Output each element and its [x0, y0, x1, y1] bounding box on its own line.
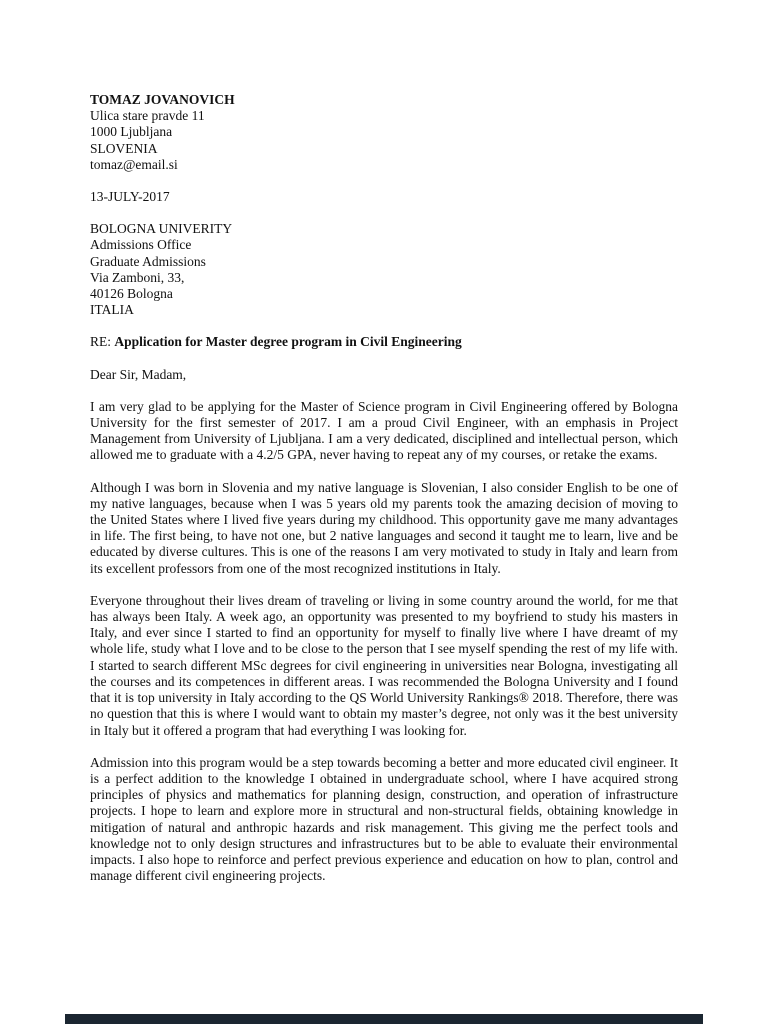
sender-address-line-2: 1000 Ljubljana [90, 124, 173, 140]
paragraph-2: Although I was born in Slovenia and my native language is Slovenian, I also consider English to be one of my native languages, because when I was 5 years old my parents took the amazing decision of moving to the United States where I lived five years during my childhood. This opportunity gave me many advantages in life. The first being, to have not one, but 2 native languages and second it taught me to learn, live and be educated by diverse cultures. This is one of the reasons I am very motivated to study in Italy and learn from its excellent professors from one of the most recognized institutions in Italy. [90, 479, 678, 576]
next-page-edge [65, 1014, 703, 1024]
sender-block [90, 92, 678, 173]
sender-address-line-1: Ulica stare pravde 11 [90, 108, 205, 124]
subject-text: Application for Master degree program in Civil Engineering [114, 334, 462, 350]
subject-line [90, 334, 678, 350]
sender-address-line-3: SLOVENIA [90, 140, 158, 156]
salutation: Dear Sir, Madam, [90, 366, 187, 382]
paragraph-1: I am very glad to be applying for the Master of Science program in Civil Engineering offered by Bologna University for the first semester of 2017. I am a proud Civil Engineer, with an emphasis in Project Management from University of Ljubljana. I am a very dedicated, disciplined and intellectual person, which allowed me to graduate with a 4.2/5 GPA, never having to repeat any of my courses, or retake the exams. [90, 398, 678, 463]
paragraph-3: Everyone throughout their lives dream of traveling or living in some country around the world, for me that has always been Italy. A week ago, an opportunity was presented to my boyfriend to study his masters in Italy, and ever since I started to find an opportunity for myself to finally live where I have dreamt of my whole life, study what I love and to be close to the person that I see myself spending the rest of my life with. I started to search different MSc degrees for civil engineering in universities near Bologna, investigating all the courses and its competences in different areas. I was recommended the Bologna University and I found that it is top university in Italy according to the QS World University Rankings® 2018. Therefore, there was no question that this is where I would want to obtain my master’s degree, not only was it the best university in Italy but it offered a program that had everything I was looking for. [90, 592, 678, 738]
recipient-line-2: Admissions Office [90, 237, 192, 253]
recipient-line-5: 40126 Bologna [90, 286, 173, 302]
recipient-block [90, 221, 678, 318]
recipient-line-4: Via Zamboni, 33, [90, 269, 185, 285]
recipient-line-3: Graduate Admissions [90, 253, 206, 269]
paragraph-4: Admission into this program would be a step towards becoming a better and more educated civil engineer. It is a perfect addition to the knowledge I obtained in undergraduate school, where I have acquired strong principles of physics and mathematics for planning design, construction, and operation of infrastructure projects. I hope to learn and explore more in structural and non-structural fields, obtaining knowledge in mitigation of natural and anthropic hazards and risk management. This giving me the perfect tools and knowledge not to only design structures and infrastructures but to be able to evaluate their environmental impacts. I also hope to reinforce and perfect previous experience and education on how to plan, control and manage different civil engineering projects. [90, 754, 678, 884]
date-block [90, 189, 678, 205]
date-line: 13-JULY-2017 [90, 189, 170, 205]
sender-email: tomaz@email.si [90, 156, 178, 172]
letter-content [90, 92, 678, 884]
sender-name: TOMAZ JOVANOVICH [90, 92, 235, 107]
subject-prefix: RE: [90, 334, 115, 350]
recipient-line-1: BOLOGNA UNIVERITY [90, 221, 233, 237]
recipient-line-6: ITALIA [90, 302, 134, 318]
